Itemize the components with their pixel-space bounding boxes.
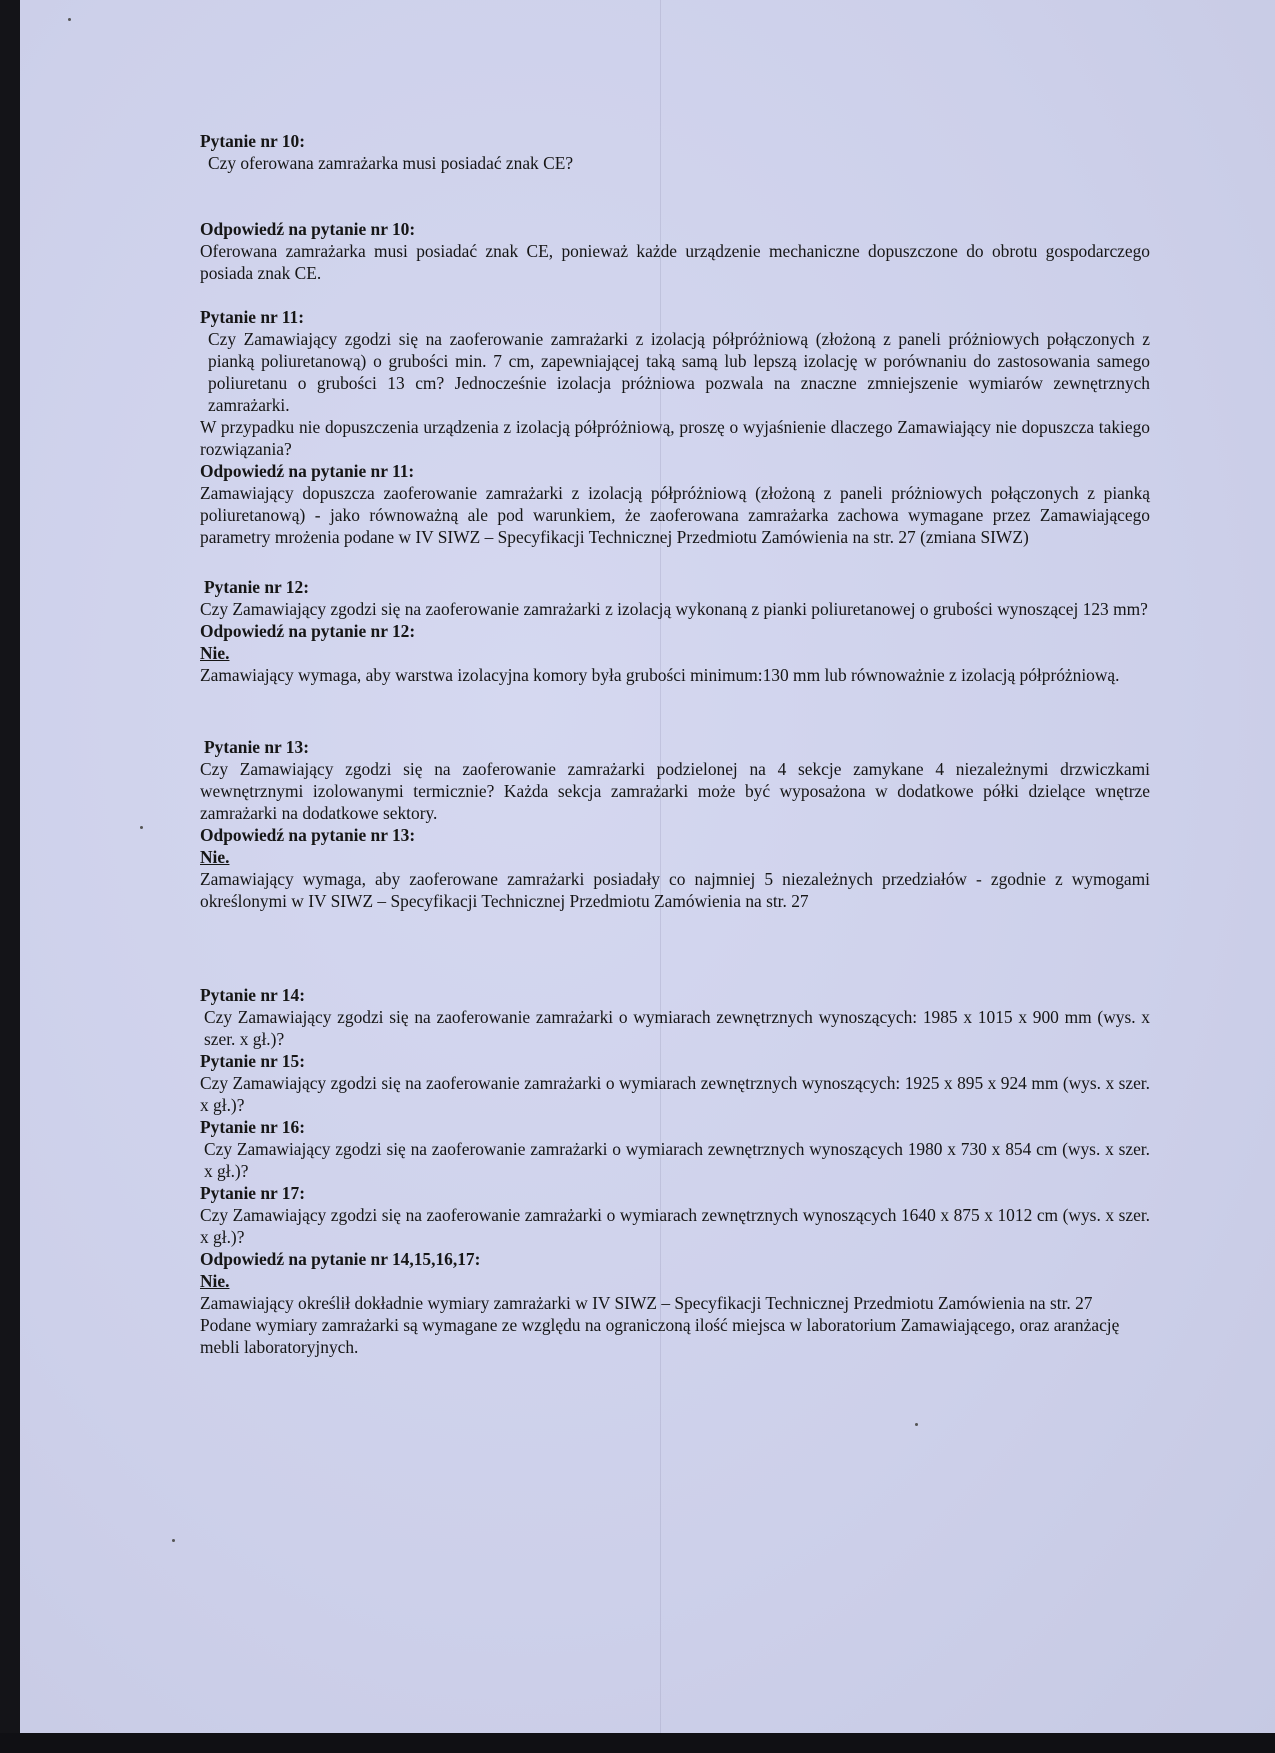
answer-verdict: Nie. <box>200 847 230 867</box>
question-heading: Pytanie nr 14: <box>200 985 305 1005</box>
question-heading: Pytanie nr 17: <box>200 1183 305 1203</box>
answer-heading: Odpowiedź na pytanie nr 12: <box>200 621 416 641</box>
question-heading: Pytanie nr 15: <box>200 1051 305 1071</box>
answer-heading: Odpowiedź na pytanie nr 11: <box>200 461 415 481</box>
answer-text-continued: Podane wymiary zamrażarki są wymagane ze względu na ograniczoną ilość miejsca w laboratorium Zamawiającego, oraz aranżację mebli laboratoryjnych. <box>200 1315 1120 1357</box>
question-12 <box>200 576 1150 620</box>
question-10 <box>200 130 1150 174</box>
answer-12 <box>200 620 1150 686</box>
question-text: Czy Zamawiający zgodzi się na zaoferowanie zamrażarki o wymiarach zewnętrznych wynoszących: 1985 x 1015 x 900 mm (wys. x szer. x gł.)? <box>204 1007 1150 1049</box>
question-text: Czy Zamawiający zgodzi się na zaoferowanie zamrażarki o wymiarach zewnętrznych wynoszących 1980 x 730 x 854 cm (wys. x szer. x gł.)? <box>204 1139 1150 1181</box>
answer-text: Zamawiający wymaga, aby zaoferowane zamrażarki posiadały co najmniej 5 niezależnych przedziałów - zgodnie z wymogami określonymi w IV SIWZ – Specyfikacji Technicznej Przedmiotu Zamówienia na str. 27 <box>200 869 1150 911</box>
question-heading: Pytanie nr 16: <box>200 1117 305 1137</box>
document-body <box>200 130 1150 1358</box>
question-text-continued: W przypadku nie dopuszczenia urządzenia z izolacją półpróżniową, proszę o wyjaśnienie dlaczego Zamawiający nie dopuszcza takiego rozwiązania? <box>200 417 1150 459</box>
answer-text: Zamawiający wymaga, aby warstwa izolacyjna komory była grubości minimum:130 mm lub równoważnie z izolacją półpróżniową. <box>200 665 1120 685</box>
question-16 <box>200 1116 1150 1182</box>
answer-text: Oferowana zamrażarka musi posiadać znak CE, ponieważ każde urządzenie mechaniczne dopuszczone do obrotu gospodarczego posiada znak CE. <box>200 241 1150 283</box>
answer-heading: Odpowiedź na pytanie nr 10: <box>200 219 416 239</box>
question-13 <box>200 736 1150 824</box>
question-text: Czy Zamawiający zgodzi się na zaoferowanie zamrażarki o wymiarach zewnętrznych wynoszących: 1925 x 895 x 924 mm (wys. x szer. x gł.)? <box>200 1073 1150 1115</box>
answer-text: Zamawiający określił dokładnie wymiary zamrażarki w IV SIWZ – Specyfikacji Technicznej Przedmiotu Zamówienia na str. 27 <box>200 1293 1093 1313</box>
speck <box>68 18 71 21</box>
question-text: Czy oferowana zamrażarka musi posiadać znak CE? <box>208 153 574 173</box>
speck <box>172 1539 175 1542</box>
answer-11 <box>200 460 1150 548</box>
question-heading: Pytanie nr 11: <box>200 307 305 327</box>
answer-text: Zamawiający dopuszcza zaoferowanie zamrażarki z izolacją półpróżniową (złożoną z paneli próżniowych połączonych z pianką poliuretanową) - jako równoważną ale pod warunkiem, że zaoferowana zamrażarka zachowa wymagane przez Zamawiającego parametry mrożenia podane w IV SIWZ – Specyfikacji Technicznej Przedmiotu Zamówienia na str. 27 (zmiana SIWZ) <box>200 483 1150 547</box>
answer-14-17 <box>200 1248 1150 1358</box>
answer-13 <box>200 824 1150 912</box>
answer-heading: Odpowiedź na pytanie nr 13: <box>200 825 416 845</box>
question-text: Czy Zamawiający zgodzi się na zaoferowanie zamrażarki o wymiarach zewnętrznych wynoszących 1640 x 875 x 1012 cm (wys. x szer. x gł.)? <box>200 1205 1150 1247</box>
question-text: Czy Zamawiający zgodzi się na zaoferowanie zamrażarki z izolacją wykonaną z pianki poliuretanowej o grubości wynoszącej 123 mm? <box>200 599 1148 619</box>
question-15 <box>200 1050 1150 1116</box>
question-11 <box>200 306 1150 460</box>
question-text: Czy Zamawiający zgodzi się na zaoferowanie zamrażarki z izolacją półpróżniową (złożoną z paneli próżniowych połączonych z pianką poliuretanową) o grubości min. 7 cm, zapewniającej taką samą lub lepszą izolację w porównaniu do zastosowania samego poliuretanu o grubości 13 cm? Jednocześnie izolacja próżniowa pozwala na znaczne zmniejszenie wymiarów zewnętrznych zamrażarki. <box>208 329 1150 415</box>
answer-10 <box>200 218 1150 284</box>
question-heading: Pytanie nr 13: <box>204 737 309 757</box>
question-heading: Pytanie nr 12: <box>204 577 309 597</box>
answer-verdict: Nie. <box>200 1271 230 1291</box>
answer-verdict: Nie. <box>200 643 230 663</box>
speck <box>140 826 143 829</box>
question-heading: Pytanie nr 10: <box>200 131 305 151</box>
question-text: Czy Zamawiający zgodzi się na zaoferowanie zamrażarki podzielonej na 4 sekcje zamykane 4 niezależnymi drzwiczkami wewnętrznymi izolowanymi termicznie? Każda sekcja zamrażarki może być wyposażona w dodatkowe półki dzielące wnętrze zamrażarki na dodatkowe sektory. <box>200 759 1150 823</box>
question-17 <box>200 1182 1150 1248</box>
speck <box>915 1423 918 1426</box>
answer-heading: Odpowiedź na pytanie nr 14,15,16,17: <box>200 1249 481 1269</box>
question-14 <box>200 984 1150 1050</box>
scan-edge-bottom <box>0 1733 1275 1753</box>
